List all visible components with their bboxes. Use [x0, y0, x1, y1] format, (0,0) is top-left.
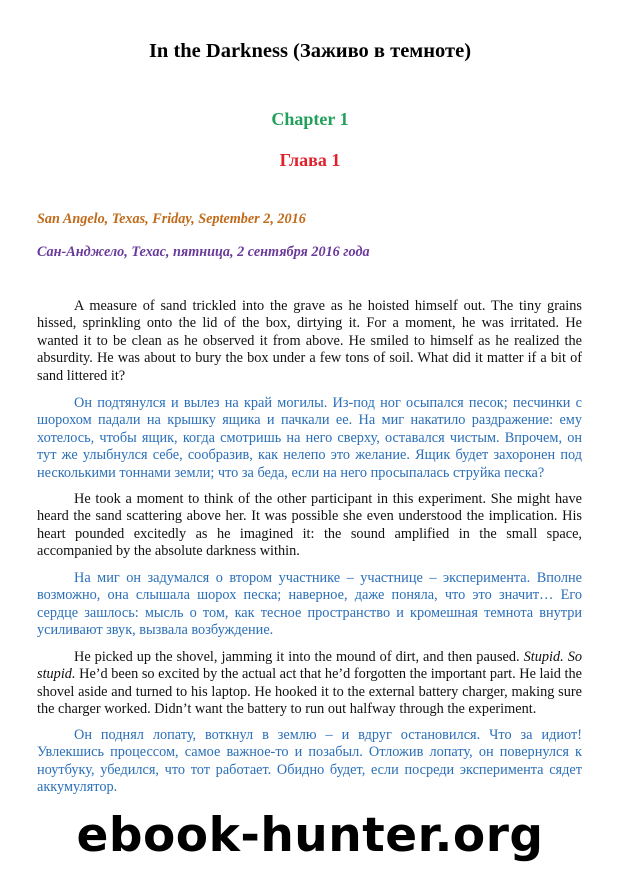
paragraph-ru-2: На миг он задумался о втором участнике – участнице – эксперимента. Вполне возможно, она слышала шорох песка; наверное, даже поняла, что это значит… Его сердце зашлось: мысль о том, как тесное пространство и кромешная темнота внутри усиливают звук, вызвала возбуждение. — [37, 570, 582, 639]
paragraph-en-3-end: He’d been so excited by the actual act that he’d forgotten the important part. He laid the shovel aside and turned to his laptop. He hooked it to the external battery charger, making sure the charger worked. Didn’t want the battery to run out halfway through the experiment. — [37, 666, 582, 718]
book-title: In the Darkness (Заживо в темноте) — [148, 40, 472, 62]
paragraph-en-3-start: He picked up the shovel, jamming it into the mound of dirt, and then paused. — [74, 649, 524, 665]
watermark: ebook-hunter.org — [76, 808, 544, 863]
chapter-heading-en: Chapter 1 — [271, 109, 349, 129]
paragraph-ru-3: Он поднял лопату, воткнул в землю – и вдруг остановился. Что за идиот! Увлекшись процессом, самое важное-то и позабыл. Отложив лопату, он повернулся к ноутбуку, убедился, что тот работает. Обидно будет, если посреди эксперимента сядет аккумулятор. — [37, 727, 582, 796]
location-line-ru: Сан-Анджело, Техас, пятница, 2 сентября 2016 года — [37, 244, 370, 260]
paragraph-ru-1: Он подтянулся и вылез на край могилы. Из-под ног осыпался песок; песчинки с шорохом падали на крышку ящика и пачкали ее. На миг накатило раздражение: ему хотелось, чтобы ящик, когда смотришь на него сверху, оставался чистым. Впрочем, он тут же улыбнулся себе, сообразив, как нелепо это желание. Ящик будет захоронен под несколькими тоннами земли; что за беда, если на него просыпалась струйка песка? — [37, 395, 582, 481]
location-line-en: San Angelo, Texas, Friday, September 2, 2016 — [37, 211, 306, 227]
paragraph-en-2: He took a moment to think of the other participant in this experiment. She might have heard the sand scattering above her. It was possible she even understood the implication. His heart pounded excitedly as he imagined it: the sound amplified in the small space, accompanied by the absolute darkness within. — [37, 491, 582, 560]
paragraph-en-1: A measure of sand trickled into the grave as he hoisted himself out. The tiny grains hissed, sprinkling onto the lid of the box, dirtying it. For a moment, he was irritated. He wanted it to be clean as he observed it from above. He smiled to himself as he realized the absurdity. He was about to bury the box under a few tons of soil. What did it matter if a bit of sand littered it? — [37, 298, 582, 384]
paragraph-en-3-italic: Stupid. So stupid. — [37, 649, 583, 683]
paragraph-en-3 — [37, 649, 582, 719]
chapter-heading-ru: Глава 1 — [279, 150, 341, 170]
